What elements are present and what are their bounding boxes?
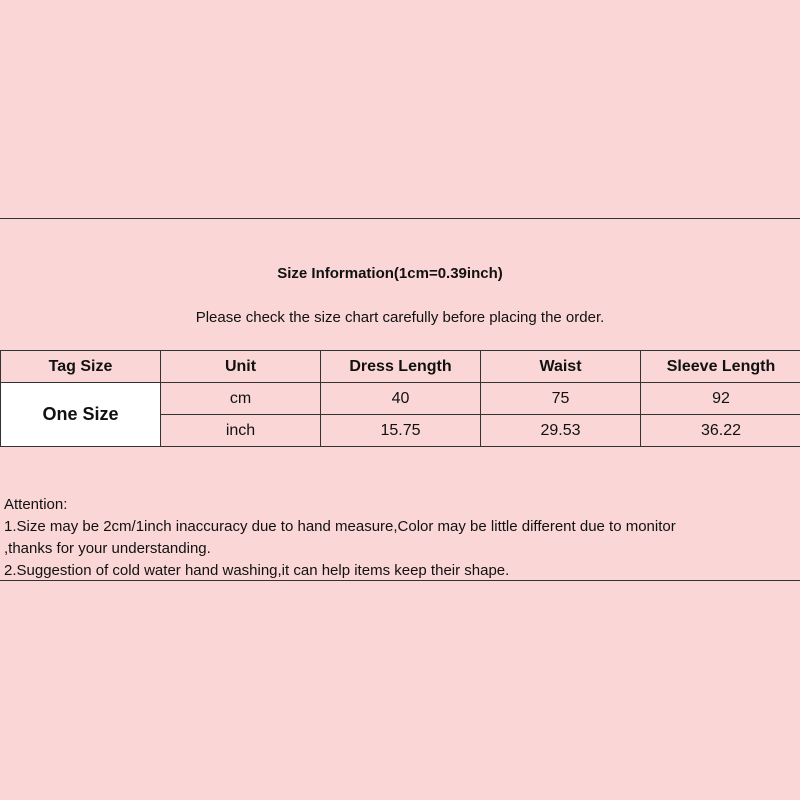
dress-length-cell: 40 [321, 383, 481, 415]
unit-cell: inch [161, 415, 321, 447]
note-line-2: 2.Suggestion of cold water hand washing,it can help items keep their shape. [4, 562, 510, 579]
attention-notes [4, 494, 794, 582]
column-header-dress-length: Dress Length [321, 351, 481, 383]
attention-heading: Attention: [4, 496, 68, 513]
table-row [1, 383, 800, 415]
sleeve-length-cell: 36.22 [641, 415, 800, 447]
column-header-waist: Waist [481, 351, 641, 383]
page-title: Size Information(1cm=0.39inch) [277, 265, 503, 282]
sleeve-length-cell: 92 [641, 383, 800, 415]
column-header-tag-size: Tag Size [1, 351, 161, 383]
unit-cell: cm [161, 383, 321, 415]
size-chart-table [0, 350, 800, 447]
note-line-1: 1.Size may be 2cm/1inch inaccuracy due to hand measure,Color may be little different due to monitor [4, 518, 676, 535]
column-header-unit: Unit [161, 351, 321, 383]
tag-size-cell: One Size [1, 383, 161, 447]
table-header-row [1, 351, 800, 383]
top-divider [0, 218, 800, 219]
column-header-sleeve-length: Sleeve Length [641, 351, 800, 383]
waist-cell: 75 [481, 383, 641, 415]
waist-cell: 29.53 [481, 415, 641, 447]
bottom-divider [0, 580, 800, 581]
note-line-1-continued: ,thanks for your understanding. [4, 540, 211, 557]
dress-length-cell: 15.75 [321, 415, 481, 447]
page-subtitle: Please check the size chart carefully before placing the order. [195, 309, 605, 326]
